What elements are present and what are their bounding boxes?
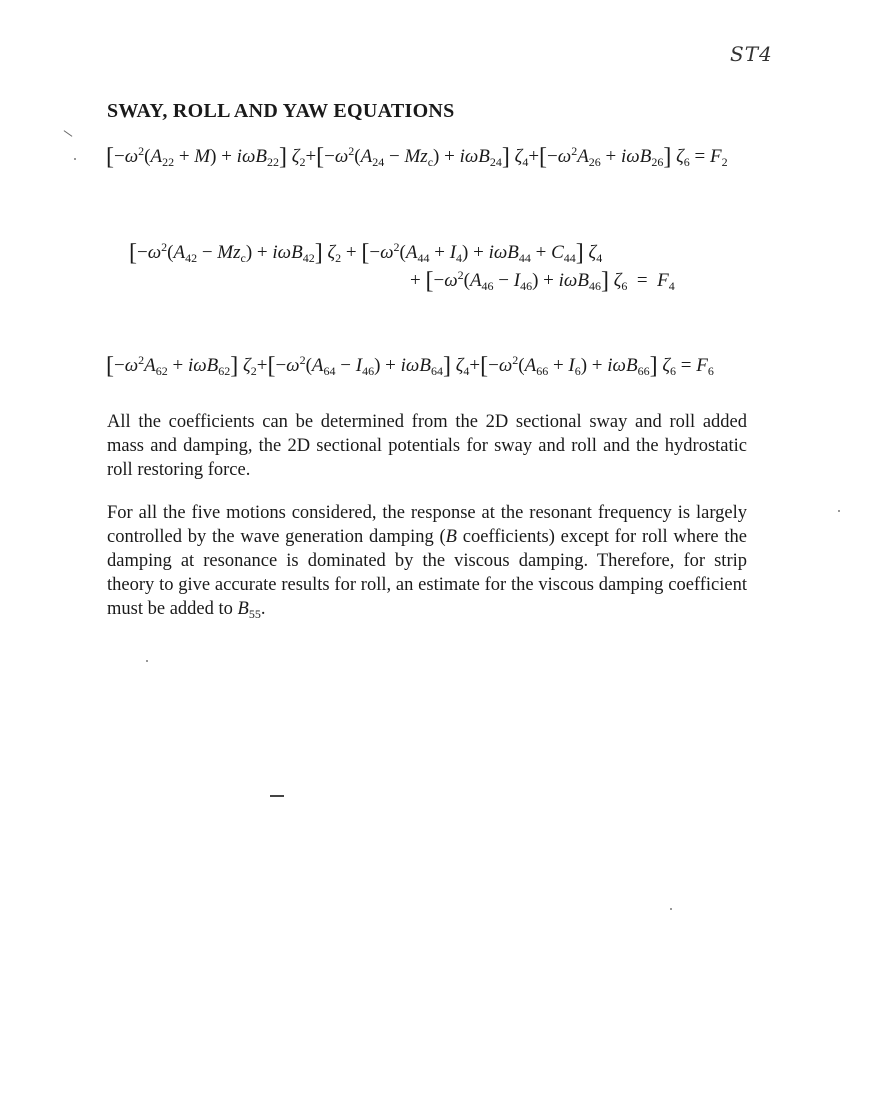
scan-dash	[270, 795, 284, 797]
yaw-equation: $[-\omega^2A_{62} + i\omega B_{62}] \zeta_2+[-\omega^2(A_{64} - I_{46}) + i\omega B_{64}] \zeta_4+[-\omega^2(A_{66} + I_6) + i\omega B_{66}] \zeta_6 = F_6$	[106, 353, 714, 379]
handwritten-note: ST4	[730, 42, 773, 66]
paragraph-damping-end-var: B	[237, 599, 249, 619]
paragraph-damping-end: .	[260, 599, 266, 619]
roll-equation-line2: + $[-\omega^2(A_{46} - I_{46}) + i\omega B_{46}] \zeta_6 = F_4$	[410, 268, 675, 294]
paragraph-coefficients: All the coefficients can be determined from the 2D sectional sway and roll added mass and damping, the 2D sectional potentials for sway and roll and the hydrostatic roll restoring force.	[107, 412, 747, 480]
scan-speck	[838, 510, 840, 512]
roll-equation-line1: $[-\omega^2(A_{42} - Mz_c) + i\omega B_{42}] \zeta_2 + [-\omega^2(A_{44} + I_4) + i\omega B_{44} + C_{44}]$ $\zeta_4$	[129, 240, 603, 266]
scan-speck	[146, 660, 148, 662]
sway-equation: $[-\omega^2(A_{22} + M) + i\omega B_{22}] \zeta_2+[-\omega^2(A_{24} - Mz_c) + i\omega B_{24}] \zeta_4+[-\omega^2A_{26} + i\omega B_{26}] \zeta_6 = F_2$	[106, 144, 728, 170]
paragraph-damping-text-1: For all the five motions considered, the response at the resonant frequency is largely controlled by the wave generation damping (	[107, 503, 747, 547]
scan-speck	[670, 908, 672, 910]
section-heading: SWAY, ROLL AND YAW EQUATIONS	[107, 100, 455, 122]
scan-speck	[74, 158, 76, 160]
paragraph-damping-var: B	[445, 527, 457, 547]
paragraph-damping	[107, 501, 747, 626]
paragraph-damping-end-sub: 55	[248, 607, 261, 621]
scan-mark	[64, 130, 73, 137]
paragraph-damping-text-2: coefficients) except for roll where the damping at resonance is dominated by the viscous damping. Therefore, for strip theory to give accurate results for roll, an estimate for the viscous damping coefficient must be added to	[107, 527, 747, 619]
